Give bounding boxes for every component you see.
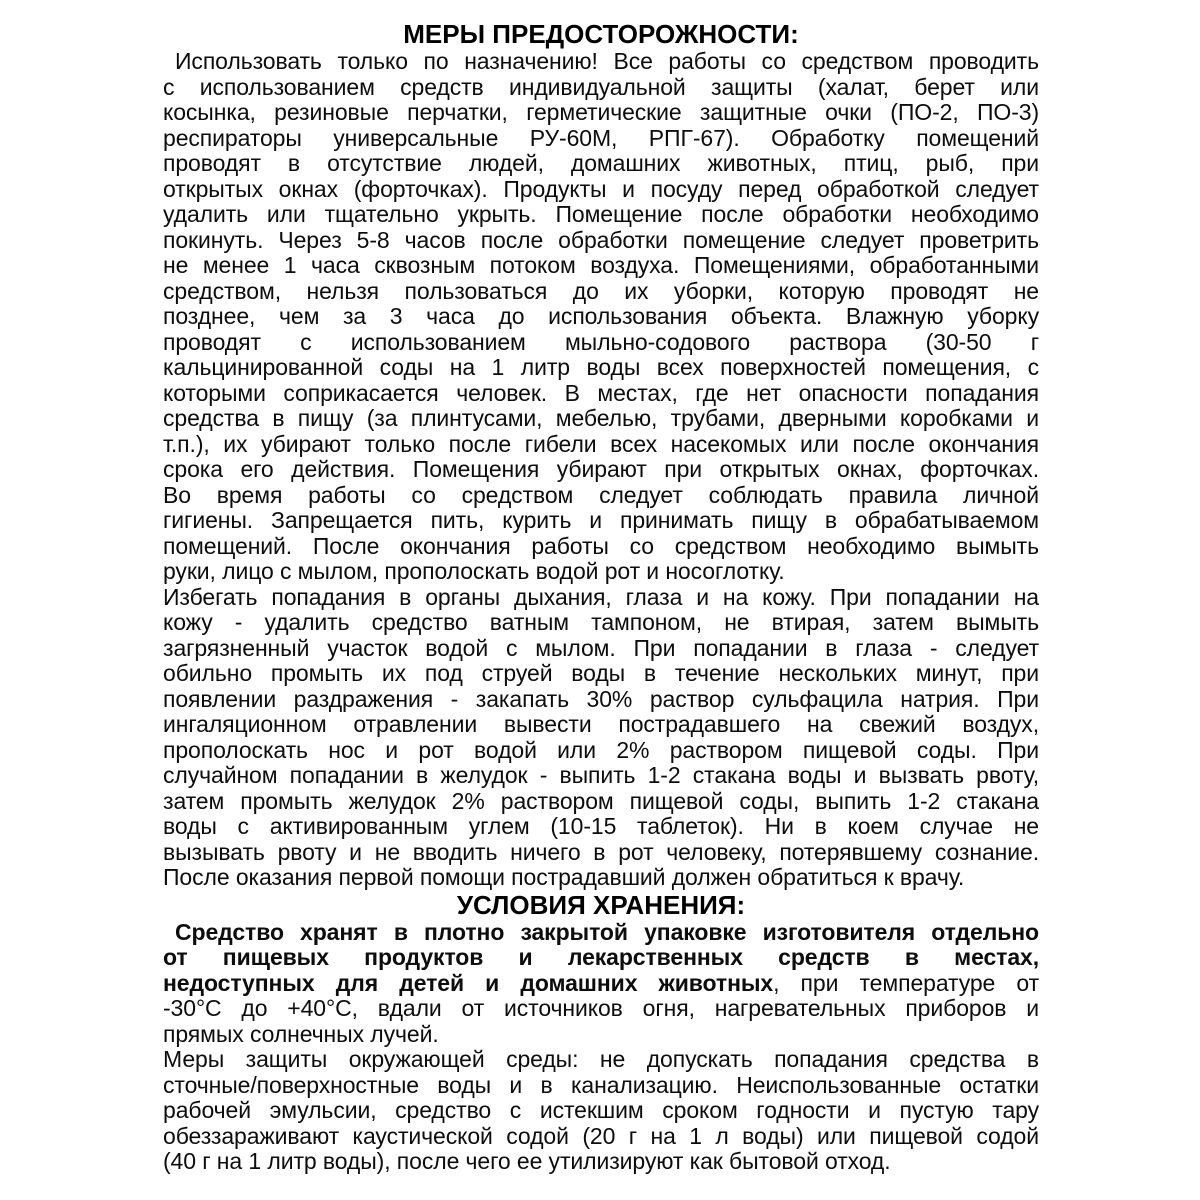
text-segment: т.п.), их убирают только после гибели всех насекомых или после окончания	[163, 431, 1039, 457]
text-segment: открытых окнах (форточках). Продукты и посуду перед обработкой следует	[163, 176, 1039, 202]
text-line	[163, 49, 1039, 75]
text-line	[163, 151, 1039, 177]
bold-text-segment: Средство хранят в плотно закрытой упаковке изготовителя отдельно	[175, 919, 1039, 945]
text-line	[163, 304, 1039, 330]
section-heading: МЕРЫ ПРЕДОСТОРОЖНОСТИ:	[403, 19, 799, 49]
text-line	[163, 840, 1039, 866]
text-line	[163, 661, 1039, 687]
text-segment: обильно промыть их под струей воды в течение нескольких минут, при	[163, 661, 1039, 686]
text-segment: Во время работы со средством следует соблюдать правила личной	[163, 482, 1039, 508]
text-line	[163, 636, 1039, 662]
text-line	[163, 381, 1039, 407]
text-line	[163, 1047, 1039, 1073]
text-line	[163, 1149, 1039, 1175]
text-line	[163, 763, 1039, 789]
text-segment: затем промыть желудок 2% раствором пищевой соды, выпить 1-2 стакана	[163, 788, 1039, 814]
text-segment: случайном попадании в желудок - выпить 1-2 стакана воды и вызвать рвоту,	[163, 763, 1039, 788]
document-body	[163, 20, 1039, 1175]
text-line	[163, 712, 1039, 738]
bold-text-segment: недоступных для детей и домашних животных	[163, 970, 774, 996]
paragraph	[163, 49, 1039, 585]
text-segment: средством, нельзя пользоваться до их уборки, которую проводят не	[163, 278, 1039, 304]
text-line	[163, 483, 1039, 509]
text-line	[163, 534, 1039, 560]
text-line	[163, 738, 1039, 764]
text-segment: ингаляционном отравлении вывести пострадавшего на свежий воздух,	[163, 712, 1039, 737]
text-segment: прополоскать нос и рот водой или 2% раствором пищевой соды. При	[163, 737, 1039, 763]
text-segment: удалить или тщательно укрыть. Помещение после обработки необходимо	[163, 202, 1039, 227]
text-segment: рабочей эмульсии, средство с истекшим сроком годности и пустую тару	[163, 1098, 1039, 1123]
text-segment: (40 г на 1 литр воды), после чего ее утилизируют как бытовой отход.	[163, 1149, 891, 1174]
text-segment: воды с активированным углем (10-15 таблеток). Ни в коем случае не	[163, 814, 1039, 839]
text-segment: прямых солнечных лучей.	[163, 1021, 439, 1047]
text-line	[163, 1124, 1039, 1150]
text-line	[163, 559, 1039, 585]
text-line	[163, 177, 1039, 203]
section-heading: УСЛОВИЯ ХРАНЕНИЯ:	[456, 889, 746, 920]
paragraph	[163, 920, 1039, 1048]
bold-text-segment: от пищевых продуктов и лекарственных средств в местах,	[163, 945, 1039, 970]
text-line	[163, 996, 1039, 1022]
text-segment: помещений. После окончания работы со средством необходимо вымыть	[163, 533, 1039, 559]
text-line	[163, 330, 1039, 356]
text-line	[163, 75, 1039, 101]
text-segment: средства в пищу (за плинтусами, мебелью, трубами, дверными коробками и	[163, 406, 1039, 431]
text-segment: не менее 1 часа сквозным потоком воздуха. Помещениями, обработанными	[163, 253, 1039, 278]
text-line	[163, 1022, 1039, 1048]
text-segment: с использованием средств индивидуальной защиты (халат, берет или	[163, 74, 1039, 100]
text-line	[163, 228, 1039, 254]
paragraph	[163, 585, 1039, 891]
text-segment: После оказания первой помощи пострадавший должен обратиться к врачу.	[163, 865, 965, 890]
text-line	[163, 585, 1039, 611]
text-line	[163, 865, 1039, 891]
text-segment: которыми соприкасается человек. В местах, где нет опасности попадания	[163, 380, 1039, 406]
text-segment: руки, лицо с мылом, прополоскать водой рот и носоглотку.	[163, 559, 785, 584]
text-segment: Использовать только по назначению! Все работы со средством проводить	[175, 49, 1039, 74]
text-segment: проводят в отсутствие людей, домашних животных, птиц, рыб, при	[163, 151, 1039, 176]
text-line	[163, 814, 1039, 840]
text-line	[163, 920, 1039, 946]
text-line	[163, 253, 1039, 279]
text-line	[163, 1098, 1039, 1124]
text-segment: Избегать попадания в органы дыхания, глаза и на кожу. При попадании на	[163, 584, 1039, 610]
text-segment: -30°С до +40°С, вдали от источников огня, нагревательных приборов и	[163, 996, 1039, 1021]
text-line	[163, 406, 1039, 432]
text-line	[163, 202, 1039, 228]
text-segment: позднее, чем за 3 часа до использования объекта. Влажную уборку	[163, 304, 1039, 329]
text-segment: респираторы универсальные РУ-60М, РПГ-67). Обработку помещений	[163, 125, 1039, 151]
text-segment: косынка, резиновые перчатки, герметические защитные очки (ПО-2, ПО-3)	[163, 100, 1039, 125]
text-segment: вызывать рвоту и не вводить ничего в рот человеку, потерявшему сознание.	[163, 839, 1039, 865]
text-line	[163, 100, 1039, 126]
text-segment: Меры защиты окружающей среды: не допускать попадания средства в	[163, 1047, 1039, 1072]
text-segment: проводят с использованием мыльно-содового раствора (30-50 г	[163, 329, 1039, 355]
text-line	[163, 1073, 1039, 1099]
text-line	[163, 971, 1039, 997]
text-line	[163, 126, 1039, 152]
text-segment: гигиены. Запрещается пить, курить и принимать пищу в обрабатываемом	[163, 508, 1039, 533]
text-segment: кальцинированной соды на 1 литр воды всех поверхностей помещения, с	[163, 355, 1039, 380]
text-segment: появлении раздражения - закапать 30% раствор сульфацила натрия. При	[163, 686, 1039, 712]
text-segment: покинуть. Через 5-8 часов после обработки помещение следует проветрить	[163, 227, 1039, 253]
text-line	[163, 457, 1039, 483]
text-line	[163, 508, 1039, 534]
text-line	[163, 432, 1039, 458]
text-line	[163, 789, 1039, 815]
text-line	[163, 355, 1039, 381]
text-segment: загрязненный участок водой с мылом. При попадании в глаза - следует	[163, 635, 1039, 661]
text-line	[163, 610, 1039, 636]
text-segment: , при температуре от	[773, 970, 1039, 996]
text-line	[163, 279, 1039, 305]
text-line	[163, 945, 1039, 971]
text-line	[163, 687, 1039, 713]
paragraph	[163, 1047, 1039, 1175]
text-segment: обеззараживают каустической содой (20 г на 1 л воды) или пищевой содой	[163, 1123, 1039, 1149]
text-segment: кожу - удалить средство ватным тампоном, не втирая, затем вымыть	[163, 610, 1039, 635]
text-segment: сточные/поверхностные воды и в канализацию. Неиспользованные остатки	[163, 1072, 1039, 1098]
text-segment: срока его действия. Помещения убирают при открытых окнах, форточках.	[163, 457, 1039, 482]
